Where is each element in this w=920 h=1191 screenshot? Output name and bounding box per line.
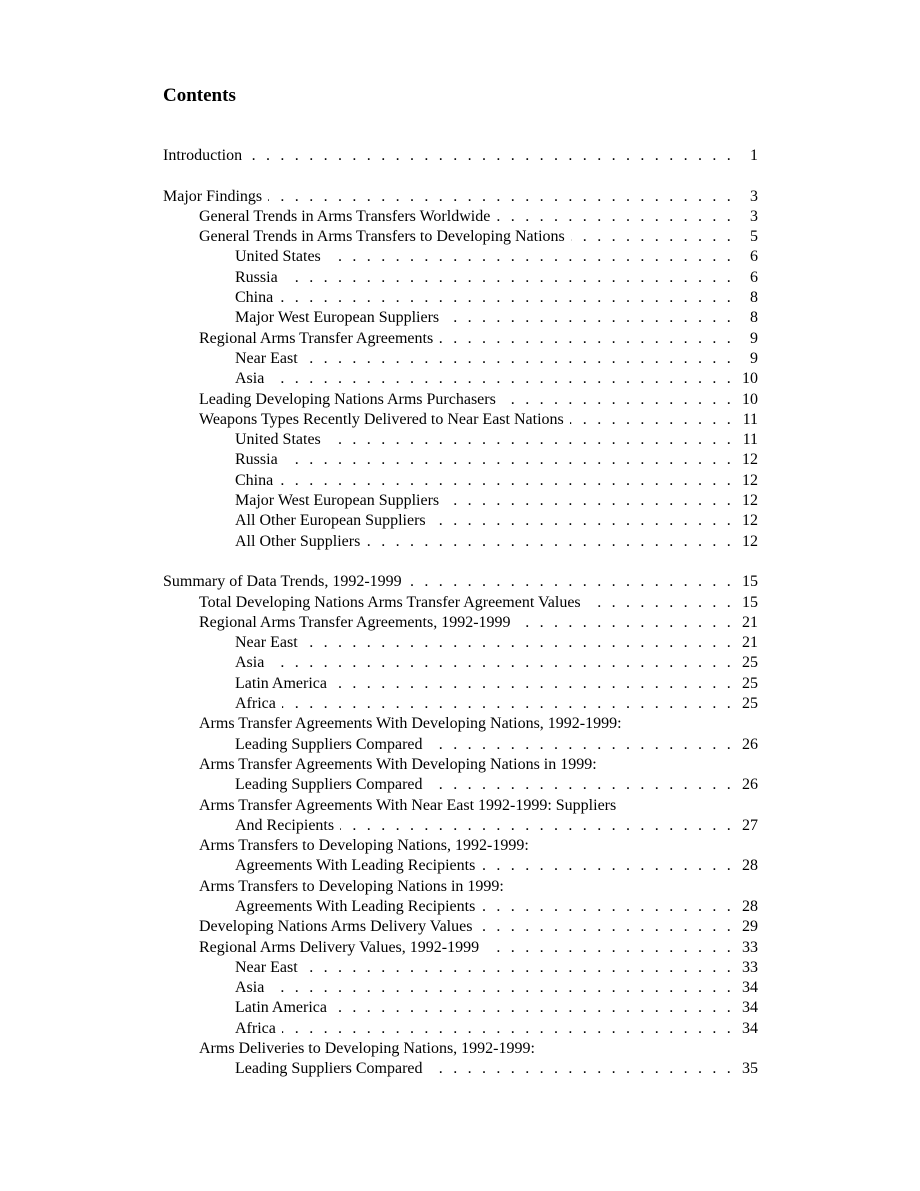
toc-entry[interactable] bbox=[163, 572, 758, 592]
toc-entry[interactable] bbox=[163, 998, 758, 1018]
toc-entry-page-number: 33 bbox=[742, 958, 758, 976]
toc-entry-label: Asia bbox=[235, 370, 265, 388]
toc-entry[interactable] bbox=[163, 1019, 758, 1039]
toc-entry[interactable] bbox=[163, 308, 758, 328]
toc-entry-label: Near East bbox=[235, 634, 298, 652]
toc-entry-label: Total Developing Nations Arms Transfer Agreement Values bbox=[199, 593, 581, 611]
toc-entry-page-number: 28 bbox=[742, 857, 758, 875]
toc-entry-label: Arms Transfer Agreements With Developing Nations, 1992-1999: bbox=[199, 715, 622, 733]
toc-entry-label: Arms Transfer Agreements With Developing Nations in 1999: bbox=[199, 755, 597, 773]
dot-leader bbox=[279, 471, 734, 491]
toc-entry[interactable] bbox=[163, 816, 758, 836]
toc-entry-page-number: 29 bbox=[742, 918, 758, 936]
toc-entry[interactable] bbox=[163, 146, 758, 166]
toc-entry-label: United States bbox=[235, 248, 321, 266]
toc-entry-page-number: 8 bbox=[750, 309, 758, 327]
dot-leader bbox=[284, 268, 734, 288]
toc-entry[interactable] bbox=[163, 593, 758, 613]
dot-leader bbox=[485, 938, 734, 958]
toc-entry[interactable] bbox=[163, 390, 758, 410]
toc-entry[interactable] bbox=[163, 674, 758, 694]
toc-entry[interactable] bbox=[163, 247, 758, 267]
toc-entry-page-number: 26 bbox=[742, 776, 758, 794]
toc-entry-label: Regional Arms Delivery Values, 1992-1999 bbox=[199, 938, 480, 956]
page-title: Contents bbox=[163, 85, 236, 106]
toc-entry-label: Leading Developing Nations Arms Purchasers bbox=[199, 390, 496, 408]
toc-entry-label: Leading Suppliers Compared bbox=[235, 735, 423, 753]
dot-leader bbox=[445, 491, 734, 511]
dot-leader bbox=[432, 511, 734, 531]
toc-entry[interactable] bbox=[163, 227, 758, 247]
dot-leader bbox=[333, 998, 734, 1018]
dot-leader bbox=[587, 593, 734, 613]
toc-entry-page-number: 11 bbox=[742, 431, 758, 449]
toc-entry[interactable] bbox=[163, 491, 758, 511]
dot-leader bbox=[327, 430, 734, 450]
toc-entry[interactable] bbox=[163, 187, 758, 207]
toc-entry-label: Agreements With Leading Recipients bbox=[235, 857, 476, 875]
toc-entry-page-number: 10 bbox=[742, 390, 758, 408]
toc-entry-page-number: 12 bbox=[742, 471, 758, 489]
dot-leader bbox=[496, 207, 734, 227]
toc-entry-page-number: 15 bbox=[742, 573, 758, 591]
dot-leader bbox=[445, 308, 734, 328]
toc-entry-page-number: 12 bbox=[742, 492, 758, 510]
dot-leader bbox=[304, 958, 734, 978]
toc-entry-label: Arms Transfer Agreements With Near East 1992-1999: Suppliers bbox=[199, 796, 617, 814]
toc-entry[interactable] bbox=[163, 694, 758, 714]
dot-leader bbox=[408, 572, 734, 592]
dot-leader bbox=[270, 369, 734, 389]
dot-leader bbox=[439, 329, 734, 349]
toc-entry-label: All Other Suppliers bbox=[235, 532, 361, 550]
dot-leader bbox=[429, 1059, 734, 1079]
toc-entry-label: Major West European Suppliers bbox=[235, 309, 440, 327]
toc-entry-label: Near East bbox=[235, 349, 298, 367]
toc-entry-page-number: 21 bbox=[742, 613, 758, 631]
toc-entry-page-number: 12 bbox=[742, 512, 758, 530]
toc-entry[interactable] bbox=[163, 450, 758, 470]
toc-entry[interactable] bbox=[163, 735, 758, 755]
toc-entry-label: Arms Transfers to Developing Nations in 1999: bbox=[199, 877, 504, 895]
dot-leader bbox=[270, 653, 734, 673]
toc-entry[interactable] bbox=[163, 329, 758, 349]
toc-entry-label: Africa bbox=[235, 695, 276, 713]
toc-entry[interactable] bbox=[163, 633, 758, 653]
toc-entry[interactable] bbox=[163, 755, 758, 775]
toc-entry-label: Africa bbox=[235, 1019, 276, 1037]
toc-entry-page-number: 10 bbox=[742, 370, 758, 388]
toc-entry-label: Regional Arms Transfer Agreements, 1992-1999 bbox=[199, 613, 511, 631]
dot-leader bbox=[571, 227, 734, 247]
toc-entry[interactable] bbox=[163, 410, 758, 430]
toc-entry-page-number: 33 bbox=[742, 938, 758, 956]
toc-entry[interactable] bbox=[163, 938, 758, 958]
toc-entry-label: Russia bbox=[235, 451, 278, 469]
toc-entry-page-number: 6 bbox=[750, 248, 758, 266]
dot-leader bbox=[327, 247, 734, 267]
toc-entry-label: Major Findings bbox=[163, 187, 263, 205]
toc-entry-page-number: 5 bbox=[750, 228, 758, 246]
toc-entry-label: Weapons Types Recently Delivered to Near East Nations bbox=[199, 410, 564, 428]
dot-leader bbox=[279, 288, 734, 308]
toc-entry-label: Near East bbox=[235, 958, 298, 976]
toc-entry-label: General Trends in Arms Transfers Worldwide bbox=[199, 207, 491, 225]
dot-leader bbox=[282, 1019, 734, 1039]
toc-entry-page-number: 21 bbox=[742, 634, 758, 652]
toc-entry-page-number: 25 bbox=[742, 654, 758, 672]
dot-leader bbox=[429, 735, 734, 755]
dot-leader bbox=[429, 775, 734, 795]
toc-entry-page-number: 3 bbox=[750, 207, 758, 225]
toc-entry-label: Asia bbox=[235, 654, 265, 672]
toc-entry-page-number: 6 bbox=[750, 268, 758, 286]
toc-entry-page-number: 26 bbox=[742, 735, 758, 753]
toc-entry-label: Arms Deliveries to Developing Nations, 1992-1999: bbox=[199, 1040, 535, 1058]
dot-leader bbox=[284, 450, 734, 470]
toc-entry[interactable] bbox=[163, 796, 758, 816]
dot-leader bbox=[481, 856, 734, 876]
toc-entry-label: Agreements With Leading Recipients bbox=[235, 897, 476, 915]
toc-entry-label: All Other European Suppliers bbox=[235, 512, 426, 530]
toc-entry[interactable] bbox=[163, 349, 758, 369]
toc-entry-page-number: 34 bbox=[742, 979, 758, 997]
toc-entry-label: Russia bbox=[235, 268, 278, 286]
toc-entry-label: Developing Nations Arms Delivery Values bbox=[199, 918, 473, 936]
dot-leader bbox=[270, 978, 734, 998]
toc-entry[interactable] bbox=[163, 511, 758, 531]
toc-entry-label: Arms Transfers to Developing Nations, 1992-1999: bbox=[199, 837, 529, 855]
dot-leader bbox=[248, 146, 734, 166]
toc-entry[interactable] bbox=[163, 856, 758, 876]
toc-entry-page-number: 28 bbox=[742, 897, 758, 915]
toc-entry[interactable] bbox=[163, 653, 758, 673]
toc-entry-page-number: 9 bbox=[750, 349, 758, 367]
toc-entry-label: Major West European Suppliers bbox=[235, 492, 440, 510]
dot-leader bbox=[517, 613, 734, 633]
toc-entry-label: General Trends in Arms Transfers to Developing Nations bbox=[199, 228, 565, 246]
table-of-contents bbox=[163, 146, 758, 1080]
toc-entry-page-number: 35 bbox=[742, 1060, 758, 1078]
toc-entry-page-number: 27 bbox=[742, 816, 758, 834]
toc-entry-page-number: 11 bbox=[742, 410, 758, 428]
toc-entry-label: Summary of Data Trends, 1992-1999 bbox=[163, 573, 402, 591]
toc-entry-label: China bbox=[235, 471, 274, 489]
toc-entry-page-number: 34 bbox=[742, 1019, 758, 1037]
toc-entry-label: Regional Arms Transfer Agreements bbox=[199, 329, 434, 347]
toc-entry-label: China bbox=[235, 289, 274, 307]
toc-entry[interactable] bbox=[163, 430, 758, 450]
toc-entry[interactable] bbox=[163, 714, 758, 734]
dot-leader bbox=[282, 694, 734, 714]
toc-entry-label: And Recipients bbox=[235, 816, 335, 834]
toc-entry[interactable] bbox=[163, 471, 758, 491]
toc-entry[interactable] bbox=[163, 288, 758, 308]
toc-entry[interactable] bbox=[163, 369, 758, 389]
dot-leader bbox=[304, 633, 734, 653]
dot-leader bbox=[268, 187, 734, 207]
dot-leader bbox=[304, 349, 734, 369]
dot-leader bbox=[478, 917, 734, 937]
toc-entry-label: United States bbox=[235, 431, 321, 449]
toc-entry[interactable] bbox=[163, 917, 758, 937]
dot-leader bbox=[502, 390, 734, 410]
toc-entry[interactable] bbox=[163, 207, 758, 227]
dot-leader bbox=[366, 532, 734, 552]
toc-entry[interactable] bbox=[163, 268, 758, 288]
toc-entry-label: Leading Suppliers Compared bbox=[235, 1060, 423, 1078]
toc-entry[interactable] bbox=[163, 532, 758, 552]
toc-entry-label: Introduction bbox=[163, 147, 243, 164]
toc-entry[interactable] bbox=[163, 1039, 758, 1059]
toc-entry[interactable] bbox=[163, 958, 758, 978]
toc-entry[interactable] bbox=[163, 775, 758, 795]
toc-entry-page-number: 9 bbox=[750, 329, 758, 347]
toc-entry[interactable] bbox=[163, 978, 758, 998]
dot-leader bbox=[570, 410, 734, 430]
toc-entry-page-number: 15 bbox=[742, 593, 758, 611]
toc-entry[interactable] bbox=[163, 897, 758, 917]
toc-entry-page-number: 1 bbox=[750, 147, 758, 164]
toc-entry-page-number: 3 bbox=[750, 187, 758, 205]
toc-entry-page-number: 25 bbox=[742, 695, 758, 713]
toc-entry-label: Leading Suppliers Compared bbox=[235, 776, 423, 794]
toc-entry-page-number: 34 bbox=[742, 999, 758, 1017]
toc-entry-label: Latin America bbox=[235, 999, 327, 1017]
toc-entry-page-number: 25 bbox=[742, 674, 758, 692]
dot-leader bbox=[481, 897, 734, 917]
toc-entry-label: Latin America bbox=[235, 674, 327, 692]
toc-entry-page-number: 12 bbox=[742, 451, 758, 469]
toc-entry-page-number: 12 bbox=[742, 532, 758, 550]
dot-leader bbox=[340, 816, 734, 836]
toc-entry-page-number: 8 bbox=[750, 289, 758, 307]
toc-entry-label: Asia bbox=[235, 979, 265, 997]
toc-entry[interactable] bbox=[163, 877, 758, 897]
toc-entry[interactable] bbox=[163, 613, 758, 633]
toc-entry[interactable] bbox=[163, 836, 758, 856]
dot-leader bbox=[333, 674, 734, 694]
toc-entry[interactable] bbox=[163, 1059, 758, 1079]
